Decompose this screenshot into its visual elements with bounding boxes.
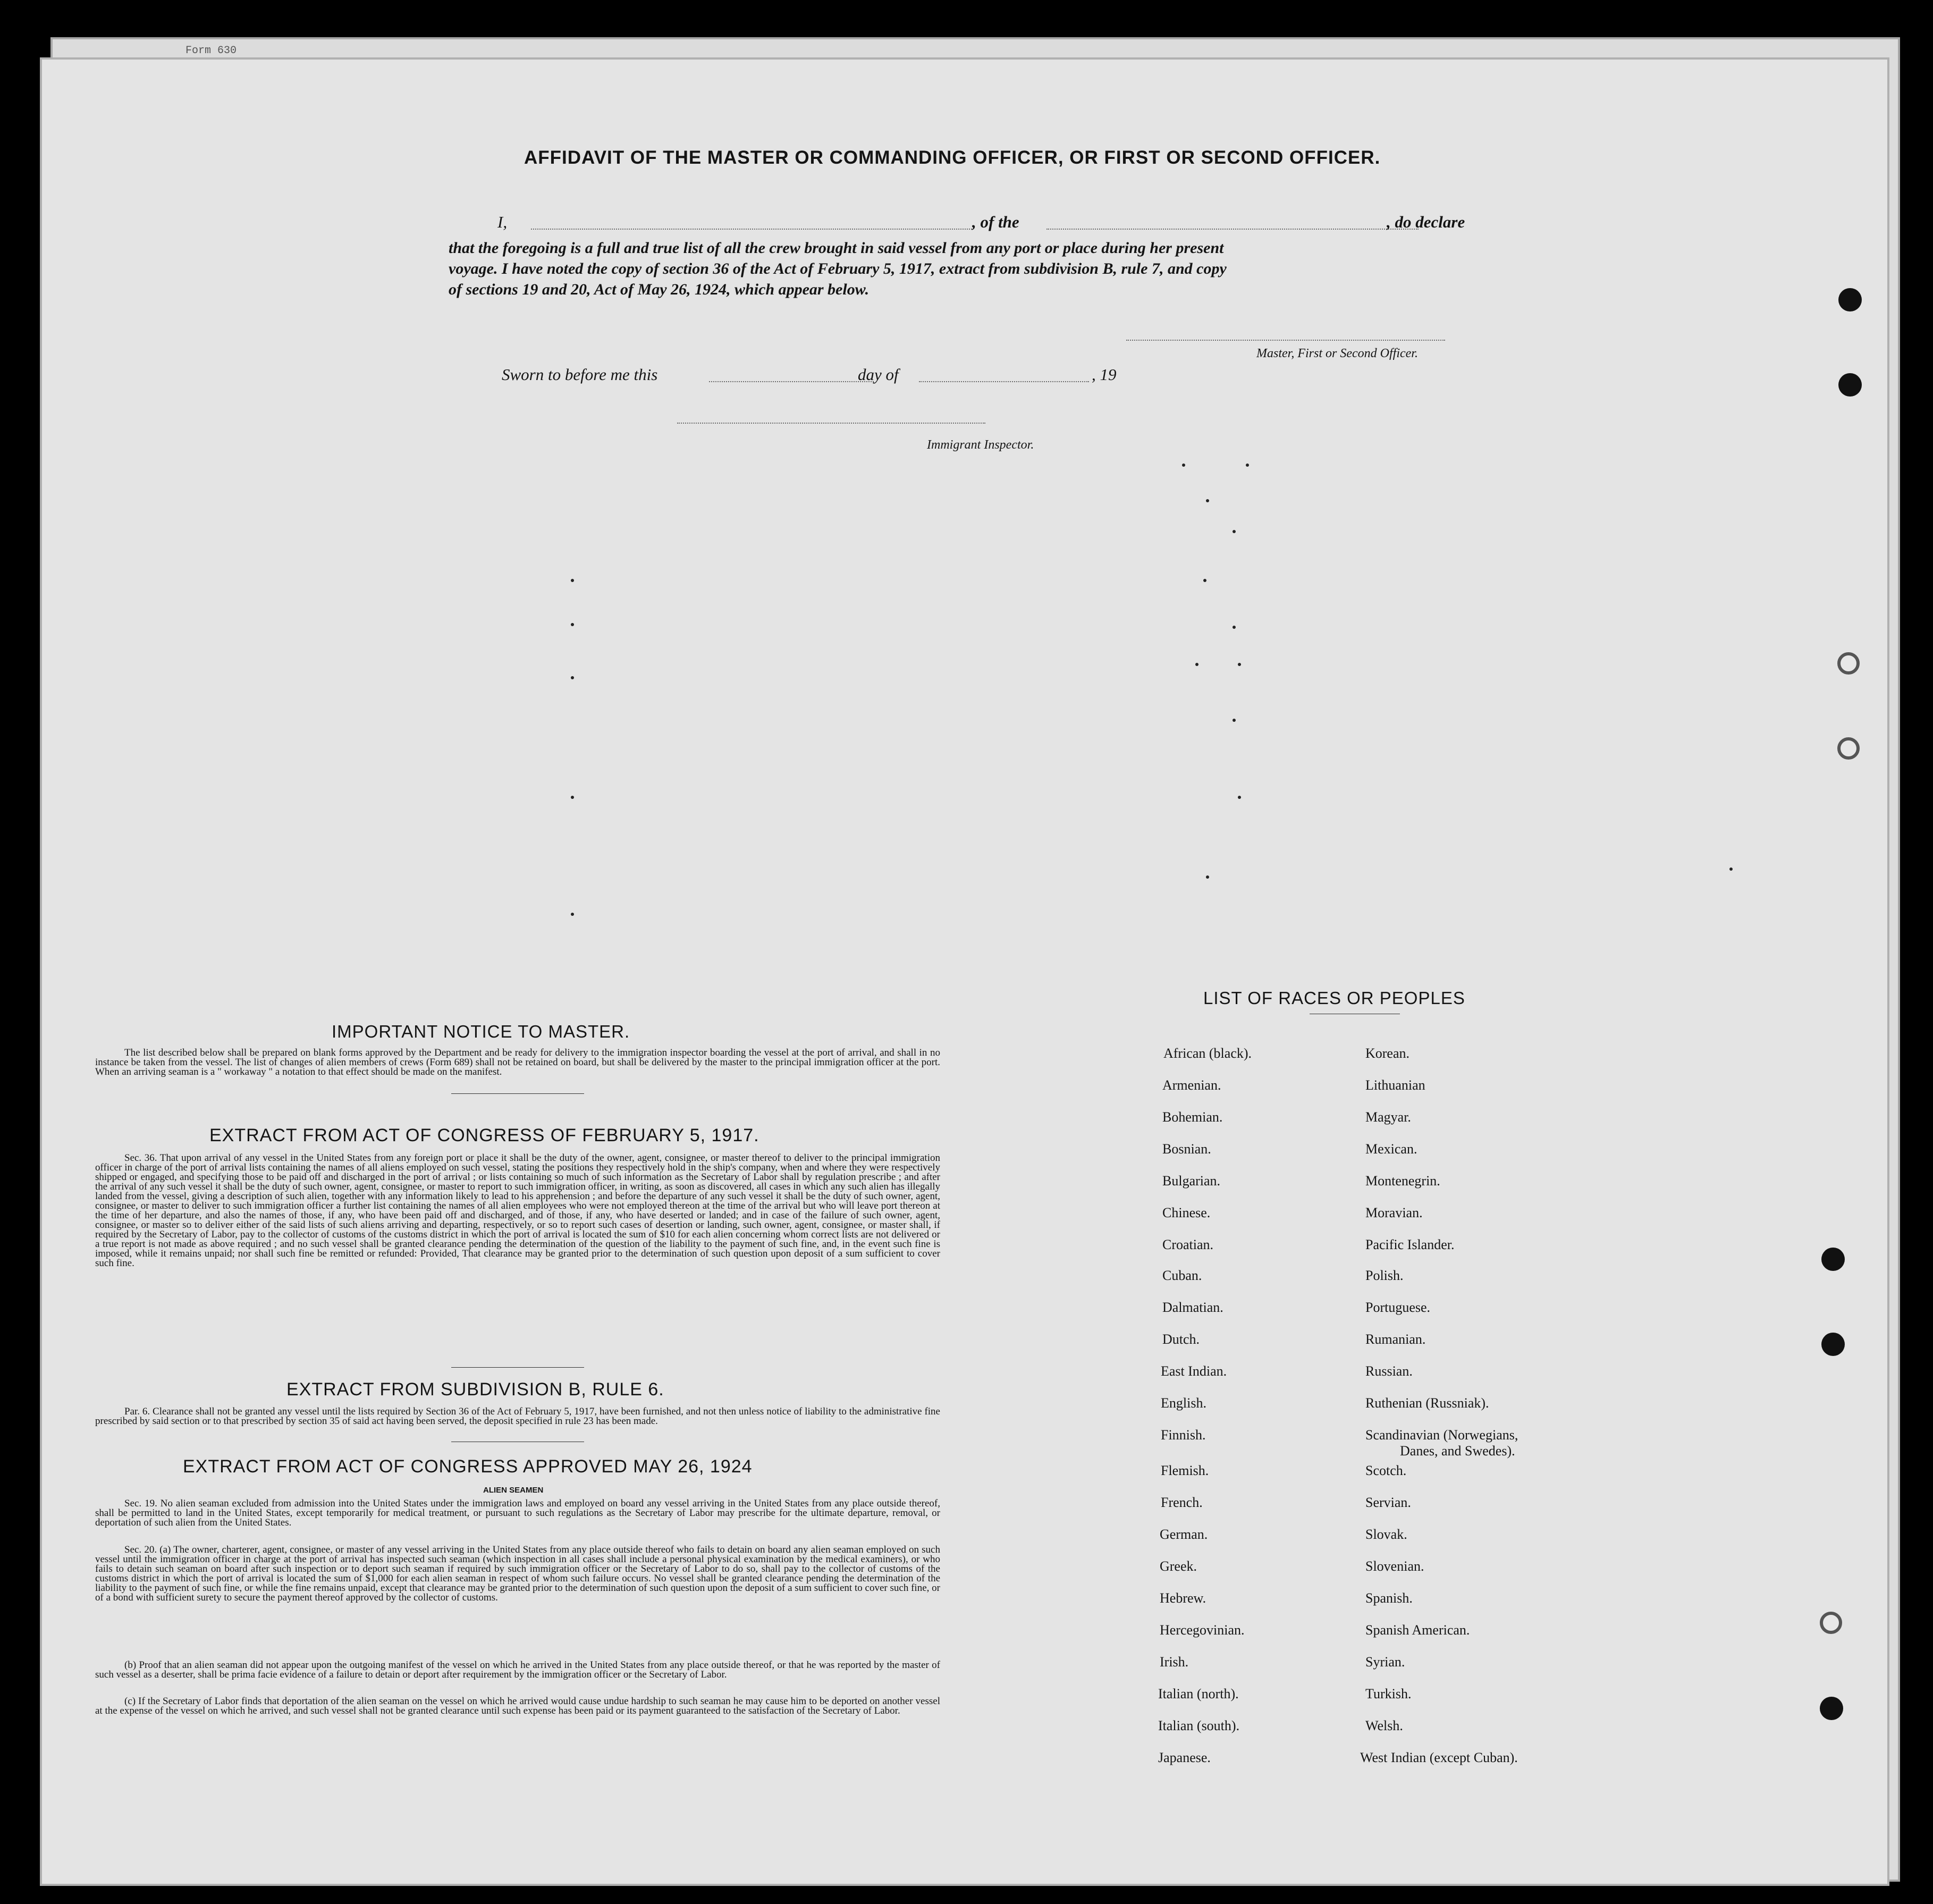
race-item: Russian.	[1365, 1363, 1413, 1379]
punch-hole	[1820, 1697, 1843, 1720]
affidavit-title: AFFIDAVIT OF THE MASTER OR COMMANDING OFFICER, OR FIRST OR SECOND OFFICER.	[524, 147, 1381, 168]
master-signature-caption: Master, First or Second Officer.	[1256, 347, 1418, 360]
affidavit-body-line-2: voyage. I have noted the copy of section 36 of the Act of February 5, 1917, extract from subdivision B, rule 7, and copy	[449, 260, 1227, 277]
bleed-mark	[1206, 875, 1209, 879]
affidavit-body-line-3: of sections 19 and 20, Act of May 26, 1924, which appear below.	[449, 281, 870, 298]
day-of-label: day of	[858, 365, 899, 384]
race-item: Armenian.	[1162, 1077, 1221, 1093]
race-item: Italian (south).	[1158, 1718, 1240, 1733]
bleed-mark	[571, 579, 574, 582]
race-item: Cuban.	[1162, 1268, 1202, 1283]
race-item: Dutch.	[1162, 1332, 1200, 1347]
race-item: East Indian.	[1161, 1363, 1227, 1379]
punch-hole	[1838, 373, 1862, 397]
race-item: Ruthenian (Russniak).	[1365, 1395, 1489, 1411]
extract-1924-subtitle: ALIEN SEAMEN	[483, 1486, 544, 1495]
race-item: Bosnian.	[1162, 1141, 1211, 1157]
year-label: , 19	[1092, 365, 1117, 384]
punch-hole	[1821, 1248, 1845, 1271]
race-item: Chinese.	[1162, 1205, 1211, 1220]
race-item: Slovak.	[1365, 1527, 1407, 1542]
race-item: Japanese.	[1158, 1750, 1211, 1765]
bleed-mark	[1195, 663, 1198, 666]
bleed-mark	[1238, 796, 1241, 799]
section-divider	[451, 1093, 584, 1094]
race-item: Polish.	[1365, 1268, 1404, 1283]
punch-hole	[1820, 1612, 1842, 1634]
master-name-field[interactable]	[531, 229, 972, 230]
race-item: Servian.	[1365, 1495, 1411, 1510]
bleed-mark	[1233, 719, 1236, 722]
section-divider	[451, 1367, 584, 1368]
master-signature-field[interactable]	[1126, 340, 1445, 341]
bleed-mark	[1206, 499, 1209, 502]
race-item: Welsh.	[1365, 1718, 1403, 1733]
race-item: Greek.	[1160, 1558, 1197, 1574]
affidavit-declare-label: , do declare	[1387, 213, 1465, 231]
sworn-day-field[interactable]	[709, 381, 874, 382]
bleed-mark	[1233, 626, 1236, 629]
extract-rule6-title: EXTRACT FROM SUBDIVISION B, RULE 6.	[286, 1379, 664, 1400]
race-item: Lithuanian	[1365, 1077, 1425, 1093]
extract-1924-sec20a: Sec. 20. (a) The owner, charterer, agent, consignee, or master of any vessel arriving in the United States from any place outside thereof who fails to detain on board any alien seaman employed on such vessel until the immigration officer in charge at the port of arrival has inspected such seaman (which inspection in all cases shall include a personal physical examination by the medical examiners), or who fails to detain such seaman on board after such inspection or to deport such seaman if required by such immigration officer or the Secretary of Labor to do so, shall pay to the collector of customs of the customs district in which the port of arrival is located the sum of $1,000 for each alien seaman in respect of whom such failure occurs. No vessel shall be granted clearance pending the determination of the liability to the payment of such fine, or while the fine remains unpaid, except that clearance may be granted prior to the determination of such question upon the deposit of a sum sufficient to cover such fine, or of a bond with sufficient surety to secure the payment thereof approved by the collector of customs.	[95, 1544, 940, 1603]
race-item: West Indian (except Cuban).	[1360, 1750, 1518, 1765]
inspector-signature-field[interactable]	[677, 423, 985, 424]
notice-title: IMPORTANT NOTICE TO MASTER.	[332, 1022, 630, 1041]
race-item: German.	[1160, 1527, 1208, 1542]
race-item-continuation: Danes, and Swedes).	[1400, 1443, 1515, 1459]
bleed-mark	[571, 623, 574, 626]
race-item: African (black).	[1163, 1046, 1252, 1061]
form-page	[40, 57, 1889, 1886]
punch-hole	[1837, 737, 1860, 760]
sworn-month-field[interactable]	[919, 381, 1089, 382]
race-item: Pacific Islander.	[1365, 1237, 1455, 1252]
race-item: Syrian.	[1365, 1654, 1405, 1670]
race-item: Korean.	[1365, 1046, 1410, 1061]
extract-1924-title: EXTRACT FROM ACT OF CONGRESS APPROVED MAY 26, 1924	[183, 1456, 753, 1477]
race-item: Hebrew.	[1160, 1590, 1206, 1606]
punch-hole	[1837, 652, 1860, 675]
race-item: Scotch.	[1365, 1463, 1407, 1478]
race-item: Hercegovinian.	[1160, 1622, 1245, 1638]
extract-1924-sec20b: (b) Proof that an alien seaman did not appear upon the outgoing manifest of the vessel on which he arrived in the United States from any place outside thereof, or that he was reported by the master of such vessel as a deserter, shall be prima facie evidence of a failure to detain or deport after requirement by the immigration officer or the Secretary of Labor.	[95, 1659, 940, 1680]
race-item: Flemish.	[1161, 1463, 1209, 1478]
vessel-name-field[interactable]	[1046, 229, 1419, 230]
affidavit-of-the-label: , of the	[972, 213, 1019, 231]
bleed-mark	[571, 913, 574, 916]
form-number: Form 630	[185, 45, 237, 57]
bleed-mark	[1238, 663, 1241, 666]
race-item: Turkish.	[1365, 1686, 1412, 1701]
race-item: Dalmatian.	[1162, 1300, 1223, 1315]
bleed-mark	[1233, 530, 1236, 533]
extract-rule6-text: Par. 6. Clearance shall not be granted any vessel until the lists required by Section 36 of the Act of February 5, 1917, have been furnished, and not then unless notice of liability to the administrative fine prescribed by said section or to that prescribed by section 35 of said act having been served, the deposit specified in rule 23 has been made.	[95, 1406, 940, 1427]
races-title: LIST OF RACES OR PEOPLES	[1203, 988, 1465, 1008]
extract-1917-text: Sec. 36. That upon arrival of any vessel in the United States from any foreign port or place it shall be the duty of the owner, agent, consignee, or master thereof to deliver to the principal immigration officer in charge of the port of arrival lists containing the names of all aliens employed on such vessel, stating the positions they respectively hold in the ship's company, when and where they were respectively shipped or engaged, and specifying those to be paid off and discharged in the port of arrival ; or lists containing so much of such information as the Secretary of Labor shall by regulation prescribe ; and after the arrival of any such vessel it shall be the duty of such owner, agent, consignee, or master to report to such immigration officer, in writing, as soon as discovered, all cases in which any such alien has illegally landed from the vessel, giving a description of such alien, together with any information likely to lead to his apprehension ; and before the departure of any such vessel it shall be the duty of such owner, agent, consignee, or master to deliver to such immigration officer a further list containing the names of all alien employees who were not employed thereon at the time of the arrival but who will leave port thereon at the time of her departure, and also the names of those, if any, who have been paid off and discharged, and of those, if any, who have deserted or landed; and in case of the failure of such owner, agent, consignee, or master so to deliver either of the said lists of such aliens arriving and departing, respectively, or so to report such cases of desertion or landing, such owner, agent, consignee, or master shall, if required by the Secretary of Labor, pay to the collector of customs of the customs district in which the port of arrival is located the sum of $10 for each alien concerning whom correct lists are not delivered or a true report is not made as above required ; and no such vessel shall be granted clearance pending the determination of the question of the liability to the payment of such fine, and, in the event such fine is imposed, while it remains unpaid; nor shall such fine be remitted or refunded: Provided, That clearance may be granted prior to the determination of such question upon deposit of a sum sufficient to cover such fine.	[95, 1152, 940, 1269]
punch-hole	[1838, 288, 1862, 311]
race-item: English.	[1161, 1395, 1206, 1411]
race-item: Montenegrin.	[1365, 1173, 1440, 1189]
bleed-mark	[571, 796, 574, 799]
affidavit-i-label: I,	[497, 213, 508, 231]
race-item: Croatian.	[1162, 1237, 1214, 1252]
race-item: Slovenian.	[1365, 1558, 1424, 1574]
bleed-mark	[571, 676, 574, 679]
race-item: Portuguese.	[1365, 1300, 1431, 1315]
race-item: Scandinavian (Norwegians,	[1365, 1427, 1518, 1443]
race-item: Spanish.	[1365, 1590, 1413, 1606]
race-item: Finnish.	[1161, 1427, 1206, 1443]
extract-1924-sec20c: (c) If the Secretary of Labor finds that deportation of the alien seaman on the vessel on which he arrived would cause undue hardship to such seaman he may cause him to be deported on another vessel at the expense of the vessel on which he arrived, and such vessel shall not be granted clearance until such expense has been paid or its payment guaranteed to the satisfaction of the Secretary of Labor.	[95, 1696, 940, 1716]
race-item: Rumanian.	[1365, 1332, 1426, 1347]
affidavit-body-line-1: that the foregoing is a full and true list of all the crew brought in said vessel from any port or place during her present	[449, 239, 1224, 257]
notice-text: The list described below shall be prepared on blank forms approved by the Department and be ready for delivery to the immigration inspector boarding the vessel at the port of arrival, and shall in no instance be taken from the vessel. The list of changes of alien members of crews (Form 689) shall not be retained on board, but shall be delivered by the master to the principal immigration officer at the port. When an arriving seaman is a " workaway " a notation to that effect should be made on the manifest.	[95, 1047, 940, 1077]
race-item: Bulgarian.	[1162, 1173, 1221, 1189]
bleed-mark	[1182, 464, 1185, 467]
bleed-mark	[1729, 867, 1733, 871]
punch-hole	[1821, 1333, 1845, 1356]
race-item: Bohemian.	[1162, 1109, 1223, 1125]
bleed-mark	[1203, 579, 1206, 582]
inspector-caption: Immigrant Inspector.	[927, 438, 1034, 452]
race-item: Moravian.	[1365, 1205, 1423, 1220]
race-item: Italian (north).	[1158, 1686, 1239, 1701]
sworn-label: Sworn to before me this	[502, 365, 658, 384]
bleed-mark	[1246, 464, 1249, 467]
race-item: Spanish American.	[1365, 1622, 1470, 1638]
race-item: French.	[1161, 1495, 1203, 1510]
extract-1917-title: EXTRACT FROM ACT OF CONGRESS OF FEBRUARY 5, 1917.	[209, 1125, 759, 1145]
race-item: Magyar.	[1365, 1109, 1411, 1125]
race-item: Mexican.	[1365, 1141, 1417, 1157]
extract-1924-sec19: Sec. 19. No alien seaman excluded from admission into the United States under the immigration laws and employed on board any vessel arriving in the United States from any place outside thereof, shall be permitted to land in the United States, except temporarily for medical treatment, or pursuant to such regulations as the Secretary of Labor may prescribe for the ultimate departure, removal, or deportation of such alien from the United States.	[95, 1498, 940, 1528]
race-item: Irish.	[1160, 1654, 1189, 1670]
